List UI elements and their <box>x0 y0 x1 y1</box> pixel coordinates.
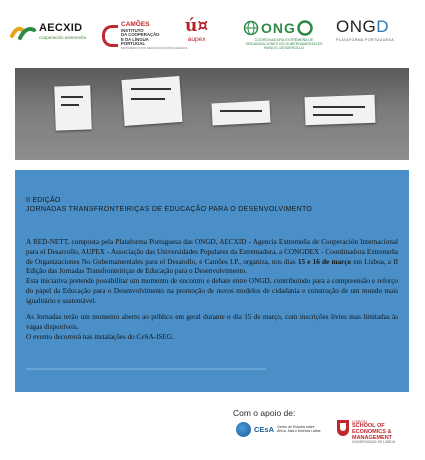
cesa-globe-icon <box>236 422 251 437</box>
photo-writing <box>131 88 171 90</box>
iseg-name-2: ECONOMICS & <box>352 428 392 435</box>
event-dates: 15 e 16 de março <box>297 257 352 266</box>
photo-card <box>54 85 92 130</box>
plataforma-subtitle: PLATAFORMA PORTUGUESA <box>336 38 395 42</box>
photo-card <box>121 76 182 126</box>
aecxid-subtitle: cooperación extremeña <box>39 35 87 41</box>
iseg-name-3: MANAGEMENT <box>352 434 393 441</box>
cesa-logo <box>236 422 320 437</box>
camoes-name: CAMÕES <box>121 21 150 28</box>
edition-label: II EDIÇÃO <box>26 197 61 204</box>
camoes-line5: PORTUGAL <box>121 41 146 47</box>
iseg-university: UNIVERSIDADE DE LISBOA <box>352 440 396 445</box>
photo-writing <box>61 96 83 98</box>
paragraph-venue: O evento decorrerá nas instalações do CeSA-ISEG. <box>26 333 174 342</box>
faded-link-line <box>26 368 266 370</box>
cesa-subtitle-2: África, Ásia e América Latina <box>277 428 321 433</box>
support-label: Com o apoio de: <box>233 408 296 418</box>
event-title: JORNADAS TRANSFRONTEIRIÇAS DE EDUCAÇÃO PARA O DESENVOLVIMENTO <box>26 206 313 213</box>
plataforma-mark <box>336 18 389 35</box>
photo-card <box>211 100 270 125</box>
cesa-name: CEsA <box>254 425 275 434</box>
photo-writing <box>313 114 353 116</box>
congdex-logo <box>243 20 325 50</box>
partner-logos-bar <box>0 0 425 68</box>
paragraph-organizers-text-end: em Lisboa, a II Edição das Jornadas Transfronteiriças de Educação para o Desenvolvimento. <box>26 257 398 276</box>
photo-writing <box>61 104 79 106</box>
iseg-logo <box>337 420 395 445</box>
plataforma-mark-b: D <box>376 17 390 36</box>
paragraph-purpose: Esta iniciativa pretende possibilitar um momento de encontro e debate entre ONGD, contribuindo para a compreensão e reforço do papel da Educação para o Desenvolvimento na promoção de novos modelos de cidadania e construção de um mundo mais igualitário e sustentável. <box>26 277 398 305</box>
aecxid-name: AECXID <box>39 22 83 35</box>
paragraph-registration: As Jornadas terão um momento aberto ao público em geral durante o dia 15 de março, com inscrições livres mas limitadas às vagas disponíveis. <box>26 313 398 332</box>
aecxid-mark-icon <box>10 22 36 42</box>
plataforma-mark-a: ONG <box>336 17 377 36</box>
circle-icon <box>297 20 313 36</box>
iseg-city: LISBON <box>352 419 367 424</box>
photo-card <box>305 95 376 125</box>
aecxid-logo <box>10 22 86 42</box>
paragraph-organizers <box>26 238 398 277</box>
banner-photo <box>15 68 409 160</box>
cesa-subtitle-1: Centro de Estudos sobre <box>277 424 315 429</box>
photo-writing <box>220 110 262 112</box>
paragraph-organizers-text: A RED-NETT, composta pela Plataforma Portuguesa das ONGD, AECXID - Agencia Extremeña de Cooperación Internacional para el Desarrollo, AUPEX - Associação das Universidades Populares da Estremadura, a CONGDEX - Coordinadora Extremeña de Organizaciones No Gubernamentales para el Desarollo, e Camões I.P., organiza, nos dias <box>26 238 398 266</box>
camoes-mark-icon <box>102 25 118 47</box>
congdex-subtitle: COORDINADORA EXTREMEÑA DE ORGANIZACIONES NO GUBERNAMENTALES PARA EL DESARROLLO <box>245 38 323 50</box>
camoes-logo <box>102 22 188 50</box>
congdex-mark: ONG <box>261 20 296 36</box>
plataforma-ongd-logo <box>336 18 394 42</box>
globe-icon <box>243 20 259 36</box>
camoes-line3: DA COOPERAÇÃO <box>121 32 160 38</box>
camoes-line4: E DA LÍNGUA <box>121 36 149 42</box>
camoes-ministry: MINISTÉRIO DOS NEGÓCIOS ESTRANGEIROS <box>121 45 188 50</box>
aupex-logo <box>185 18 208 43</box>
aupex-mark-icon: ú¤ <box>185 16 209 36</box>
iseg-crest-icon <box>337 420 349 436</box>
photo-writing <box>131 98 165 100</box>
aupex-name: aupex <box>187 36 206 43</box>
photo-writing <box>313 106 365 108</box>
event-info-panel <box>15 170 409 392</box>
iseg-name-1: SCHOOL OF <box>352 423 385 430</box>
event-description <box>26 238 398 343</box>
cesa-subtitle <box>277 426 320 433</box>
camoes-line2: INSTITUTO <box>121 27 144 33</box>
